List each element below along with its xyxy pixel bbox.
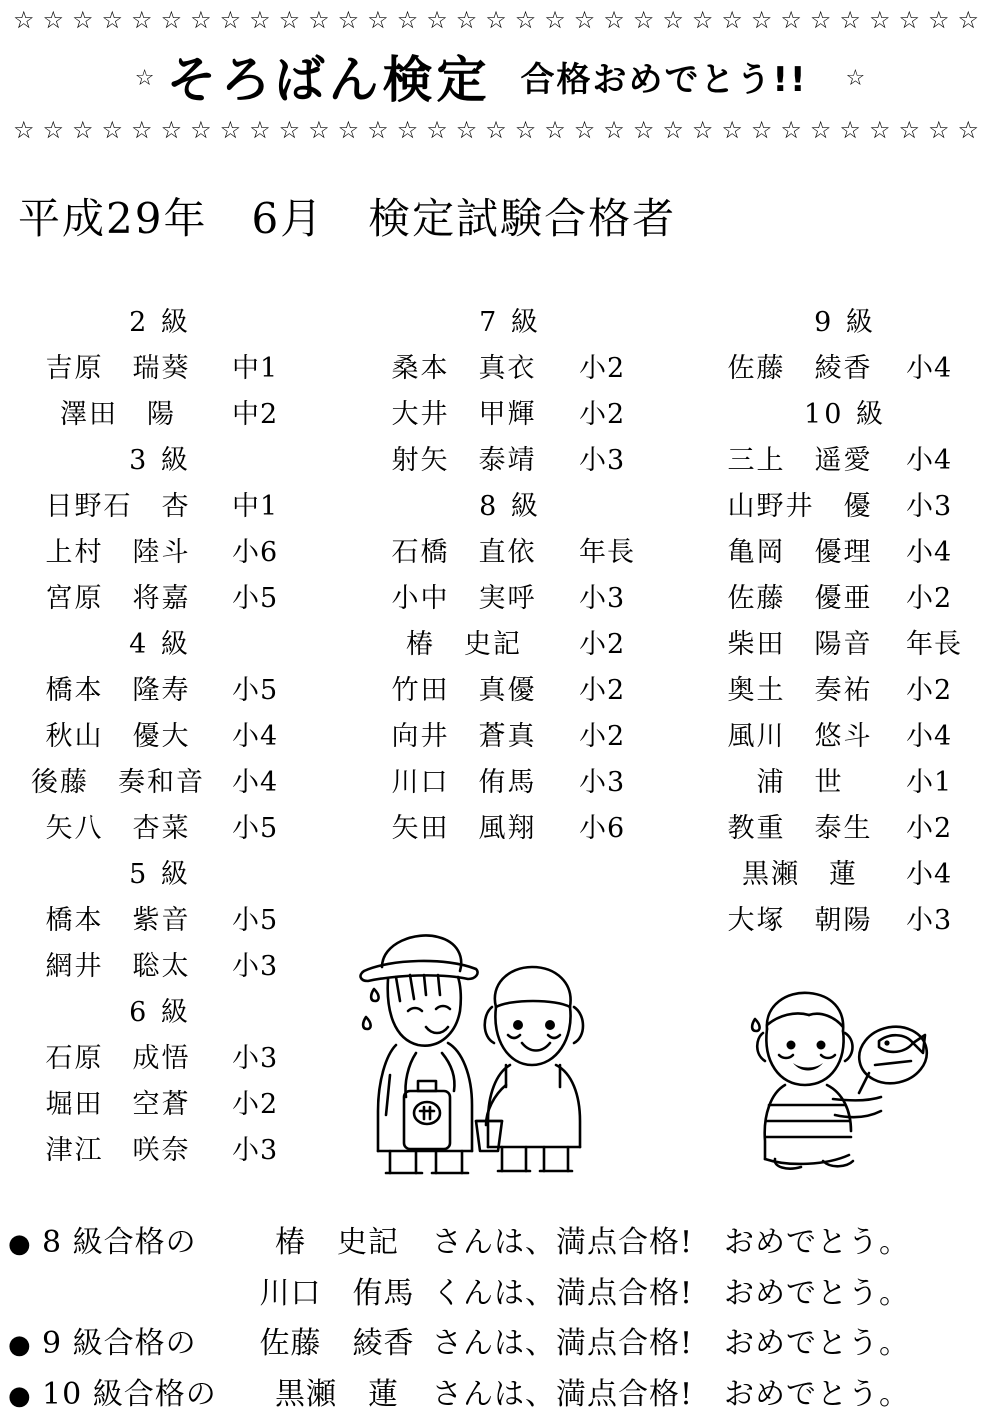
bullet-icon: ● bbox=[8, 1330, 32, 1360]
grade-heading: 6 級 bbox=[129, 997, 191, 1028]
grade-heading: 4 級 bbox=[129, 629, 191, 660]
person-school-year: 小5 bbox=[232, 583, 279, 614]
person-name: 教重 泰生 bbox=[727, 813, 873, 844]
person-name: 後藤 奏和音 bbox=[31, 767, 205, 798]
pass-list-column-3 bbox=[700, 300, 990, 944]
note-line bbox=[8, 1218, 998, 1269]
note-message: さんは、満点合格! おめでとう。 bbox=[432, 1326, 911, 1361]
note-line bbox=[8, 1269, 998, 1319]
list-item bbox=[10, 806, 310, 852]
person-name: 網井 聡太 bbox=[45, 951, 191, 982]
boy-with-fish-fan-illustration bbox=[735, 975, 935, 1179]
note-message: さんは、満点合格! おめでとう。 bbox=[432, 1377, 911, 1412]
note-grade: 8 級合格の bbox=[42, 1225, 197, 1260]
perfect-score-notes bbox=[8, 1218, 998, 1421]
list-item bbox=[700, 668, 990, 714]
person-name: 川口 侑馬 bbox=[391, 767, 537, 798]
note-person-name: 佐藤 綾香 bbox=[259, 1326, 415, 1361]
list-item bbox=[10, 1082, 310, 1128]
grade-heading: 10 級 bbox=[804, 399, 886, 430]
person-school-year: 小2 bbox=[579, 629, 626, 660]
list-item bbox=[700, 346, 990, 392]
list-item bbox=[10, 668, 310, 714]
list-item bbox=[355, 438, 665, 484]
grade-heading: 2 級 bbox=[129, 307, 191, 338]
person-school-year: 小3 bbox=[906, 905, 953, 936]
person-school-year: 小2 bbox=[579, 399, 626, 430]
star-icon-right: ☆ bbox=[845, 65, 866, 91]
list-item bbox=[10, 576, 310, 622]
person-name: 桑本 真衣 bbox=[391, 353, 537, 384]
note-line bbox=[8, 1319, 998, 1370]
page-title: そろばん検定 bbox=[166, 51, 491, 109]
list-item bbox=[355, 714, 665, 760]
title-banner bbox=[0, 38, 1000, 114]
person-name: 佐藤 優亜 bbox=[727, 583, 873, 614]
grade-heading: 5 級 bbox=[129, 859, 191, 890]
person-school-year: 小6 bbox=[579, 813, 626, 844]
list-item bbox=[355, 806, 665, 852]
list-item bbox=[10, 714, 310, 760]
list-item bbox=[355, 392, 665, 438]
star-border-bottom: ☆☆☆☆☆☆☆☆☆☆☆☆☆☆☆☆☆☆☆☆☆☆☆☆☆☆☆☆☆☆☆☆☆ bbox=[12, 118, 987, 142]
person-school-year: 小4 bbox=[906, 353, 953, 384]
person-school-year: 小2 bbox=[906, 675, 953, 706]
person-name: 竹田 真優 bbox=[391, 675, 537, 706]
list-item bbox=[355, 622, 665, 668]
person-name: 山野井 優 bbox=[727, 491, 873, 522]
note-message: くんは、満点合格! おめでとう。 bbox=[432, 1276, 911, 1311]
list-item bbox=[355, 576, 665, 622]
note-grade: 9 級合格の bbox=[42, 1326, 197, 1361]
list-item bbox=[10, 1036, 310, 1082]
person-school-year: 年長 bbox=[906, 629, 962, 660]
list-item bbox=[10, 898, 310, 944]
list-item bbox=[10, 944, 310, 990]
note-line bbox=[8, 1370, 998, 1421]
list-item bbox=[700, 530, 990, 576]
person-school-year: 小4 bbox=[232, 721, 279, 752]
person-school-year: 小1 bbox=[906, 767, 953, 798]
note-person-name: 椿 史記 bbox=[275, 1225, 399, 1260]
exam-period-heading: 平成29年 6月 検定試験合格者 bbox=[18, 194, 677, 243]
pass-list-column-2 bbox=[355, 300, 665, 852]
person-school-year: 年長 bbox=[579, 537, 635, 568]
person-name: 橋本 紫音 bbox=[45, 905, 191, 936]
person-name: 射矢 泰靖 bbox=[391, 445, 537, 476]
person-name: 堀田 空蒼 bbox=[45, 1089, 191, 1120]
list-item bbox=[10, 1128, 310, 1174]
person-school-year: 小4 bbox=[906, 721, 953, 752]
person-school-year: 小2 bbox=[579, 675, 626, 706]
person-name: 日野石 杏 bbox=[45, 491, 191, 522]
grade-heading: 7 級 bbox=[479, 307, 541, 338]
note-message: さんは、満点合格! おめでとう。 bbox=[432, 1225, 911, 1260]
person-name: 秋山 優大 bbox=[45, 721, 191, 752]
person-school-year: 小2 bbox=[232, 1089, 279, 1120]
person-name: 浦 世 bbox=[756, 767, 844, 798]
person-name: 椿 史記 bbox=[406, 629, 522, 660]
person-name: 柴田 陽音 bbox=[727, 629, 873, 660]
person-name: 亀岡 優理 bbox=[727, 537, 873, 568]
person-school-year: 小4 bbox=[906, 859, 953, 890]
person-name: 矢八 杏菜 bbox=[45, 813, 191, 844]
grade-heading: 3 級 bbox=[129, 445, 191, 476]
page-subtitle-congrats: 合格おめでとう!! bbox=[520, 59, 808, 100]
star-icon-left: ☆ bbox=[134, 65, 155, 91]
person-school-year: 小2 bbox=[579, 721, 626, 752]
person-school-year: 小3 bbox=[232, 1135, 279, 1166]
grade-heading: 8 級 bbox=[479, 491, 541, 522]
person-name: 上村 陸斗 bbox=[45, 537, 191, 568]
person-name: 石原 成悟 bbox=[45, 1043, 191, 1074]
person-school-year: 小3 bbox=[579, 583, 626, 614]
person-school-year: 小5 bbox=[232, 905, 279, 936]
bullet-icon: ● bbox=[8, 1229, 32, 1259]
person-name: 吉原 瑞葵 bbox=[45, 353, 191, 384]
person-name: 大井 甲輝 bbox=[391, 399, 537, 430]
kids-drinking-water-illustration bbox=[330, 915, 640, 1179]
person-name: 風川 悠斗 bbox=[727, 721, 873, 752]
person-school-year: 小4 bbox=[232, 767, 279, 798]
person-name: 澤田 陽 bbox=[60, 399, 176, 430]
person-school-year: 中2 bbox=[232, 399, 279, 430]
person-name: 小中 実呼 bbox=[391, 583, 537, 614]
person-name: 三上 遥愛 bbox=[727, 445, 873, 476]
person-name: 橋本 隆寿 bbox=[45, 675, 191, 706]
person-name: 向井 蒼真 bbox=[391, 721, 537, 752]
note-person-name: 黒瀬 蓮 bbox=[275, 1377, 399, 1412]
list-item bbox=[700, 438, 990, 484]
person-school-year: 小3 bbox=[579, 767, 626, 798]
person-name: 矢田 風翔 bbox=[391, 813, 537, 844]
person-name: 佐藤 綾香 bbox=[727, 353, 873, 384]
note-grade: 10 級合格の bbox=[42, 1377, 217, 1412]
list-item bbox=[355, 668, 665, 714]
person-school-year: 小4 bbox=[906, 445, 953, 476]
person-name: 大塚 朝陽 bbox=[727, 905, 873, 936]
list-item bbox=[10, 484, 310, 530]
list-item bbox=[700, 484, 990, 530]
list-item bbox=[700, 852, 990, 898]
person-school-year: 中1 bbox=[232, 353, 279, 384]
pass-list-column-1 bbox=[10, 300, 310, 1174]
list-item bbox=[700, 576, 990, 622]
person-school-year: 小2 bbox=[906, 583, 953, 614]
person-school-year: 小2 bbox=[579, 353, 626, 384]
list-item bbox=[700, 714, 990, 760]
star-border-top: ☆☆☆☆☆☆☆☆☆☆☆☆☆☆☆☆☆☆☆☆☆☆☆☆☆☆☆☆☆☆☆☆☆ bbox=[12, 8, 987, 32]
list-item bbox=[355, 346, 665, 392]
person-school-year: 小3 bbox=[232, 951, 279, 982]
person-school-year: 小3 bbox=[232, 1043, 279, 1074]
list-item bbox=[700, 760, 990, 806]
list-item bbox=[700, 622, 990, 668]
list-item bbox=[10, 392, 310, 438]
person-name: 宮原 将嘉 bbox=[45, 583, 191, 614]
person-school-year: 中1 bbox=[232, 491, 279, 522]
person-school-year: 小3 bbox=[906, 491, 953, 522]
list-item bbox=[10, 760, 310, 806]
person-name: 奥土 奏祐 bbox=[727, 675, 873, 706]
person-school-year: 小3 bbox=[579, 445, 626, 476]
list-item bbox=[700, 806, 990, 852]
note-person-name: 川口 侑馬 bbox=[259, 1276, 415, 1311]
list-item bbox=[700, 898, 990, 944]
person-name: 黒瀬 蓮 bbox=[742, 859, 858, 890]
list-item bbox=[10, 346, 310, 392]
list-item bbox=[355, 760, 665, 806]
person-school-year: 小5 bbox=[232, 813, 279, 844]
bullet-icon: ● bbox=[8, 1381, 32, 1411]
list-item bbox=[355, 530, 665, 576]
person-school-year: 小2 bbox=[906, 813, 953, 844]
person-school-year: 小4 bbox=[906, 537, 953, 568]
person-school-year: 小5 bbox=[232, 675, 279, 706]
person-school-year: 小6 bbox=[232, 537, 279, 568]
grade-heading: 9 級 bbox=[814, 307, 876, 338]
person-name: 津江 咲奈 bbox=[45, 1135, 191, 1166]
list-item bbox=[10, 530, 310, 576]
person-name: 石橋 直依 bbox=[391, 537, 537, 568]
